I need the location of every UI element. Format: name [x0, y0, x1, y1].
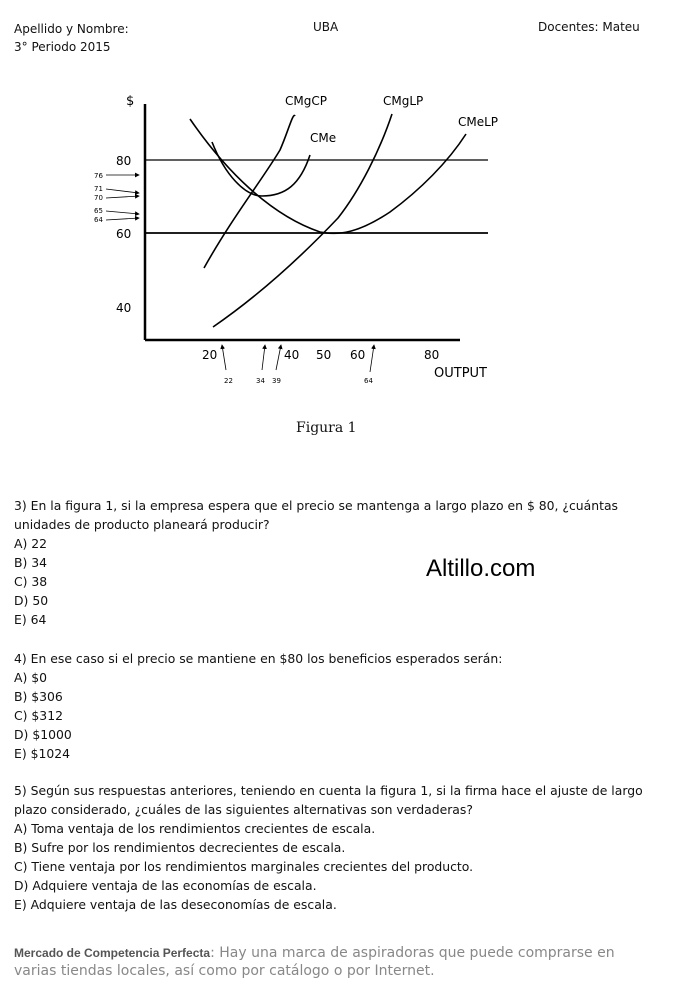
x-pointer-22: 22 [224, 377, 233, 385]
y-tick-40: 40 [116, 301, 132, 315]
question-4-option-a: A) $0 [14, 670, 48, 685]
label-cmelp: CMeLP [458, 115, 499, 129]
watermark: Altillo.com [426, 555, 536, 582]
x-axis-label: OUTPUT [434, 366, 487, 381]
question-4-option-c: C) $312 [14, 708, 63, 723]
question-3-option-c: C) 38 [14, 574, 48, 589]
figure-caption: Figura 1 [296, 420, 357, 436]
period-label: 3° Periodo 2015 [14, 40, 111, 54]
label-cmglp: CMgLP [383, 94, 424, 108]
label-cme: CMe [310, 131, 337, 145]
x-tick-50: 50 [316, 348, 332, 362]
cost-curves-figure [0, 80, 700, 410]
cmglp-curve [213, 114, 392, 327]
question-5 [14, 781, 654, 914]
x-tick-60: 60 [350, 348, 366, 362]
question-5-option-d: D) Adquiere ventaja de las economías de escala. [14, 878, 317, 893]
x-pointer-39: 39 [272, 377, 281, 385]
x-tick-80: 80 [424, 348, 440, 362]
footer-text [14, 944, 654, 980]
header-left [14, 20, 129, 56]
question-3-option-e: E) 64 [14, 612, 47, 627]
name-label: Apellido y Nombre: [14, 22, 129, 36]
question-5-option-a: A) Toma ventaja de los rendimientos crecientes de escala. [14, 821, 376, 836]
question-3-option-a: A) 22 [14, 536, 48, 551]
question-5-option-c: C) Tiene ventaja por los rendimientos marginales crecientes del producto. [14, 859, 474, 874]
y-pointer-64: 64 [94, 216, 103, 224]
x-pointer-34: 34 [256, 377, 265, 385]
y-pointer-65: 65 [94, 207, 103, 215]
label-cmgcp: CMgCP [285, 94, 327, 108]
question-3-text: 3) En la figura 1, si la empresa espera que el precio se mantenga a largo plazo en $ 80, ¿cuántas unidades de producto planeará producir? [14, 498, 619, 532]
y-pointer-70: 70 [94, 194, 103, 202]
y-pointer-71: 71 [94, 185, 103, 193]
question-4-option-b: B) $306 [14, 689, 63, 704]
y-axis-label: $ [126, 94, 135, 109]
question-4 [14, 649, 654, 763]
y-tick-80: 80 [116, 154, 132, 168]
x-tick-20: 20 [202, 348, 218, 362]
footer-bold: Mercado de Competencia Perfecta [14, 946, 211, 960]
question-5-option-b: B) Sufre por los rendimientos decrecientes de escala. [14, 840, 346, 855]
footer-body: : Hay una marca de aspiradoras que puede comprarse en varias tiendas locales, así como por catálogo o por Internet. [14, 945, 615, 979]
cme-curve [212, 142, 310, 196]
question-3-option-b: B) 34 [14, 555, 48, 570]
question-4-text: 4) En ese caso si el precio se mantiene en $80 los beneficios esperados serán: [14, 651, 503, 666]
x-pointer-64: 64 [364, 377, 373, 385]
university-label: UBA [313, 20, 339, 34]
y-tick-60: 60 [116, 227, 132, 241]
question-3-option-d: D) 50 [14, 593, 49, 608]
question-4-option-e: E) $1024 [14, 746, 71, 761]
x-tick-40: 40 [284, 348, 300, 362]
question-3 [14, 496, 654, 629]
question-5-option-e: E) Adquiere ventaja de las deseconomías de escala. [14, 897, 337, 912]
y-pointer-76: 76 [94, 172, 103, 180]
question-4-option-d: D) $1000 [14, 727, 72, 742]
teachers-label: Docentes: Mateu [538, 20, 640, 34]
question-5-text: 5) Según sus respuestas anteriores, teniendo en cuenta la figura 1, si la firma hace el ajuste de largo plazo considerado, ¿cuáles de las siguientes alternativas son verdaderas? [14, 783, 643, 817]
